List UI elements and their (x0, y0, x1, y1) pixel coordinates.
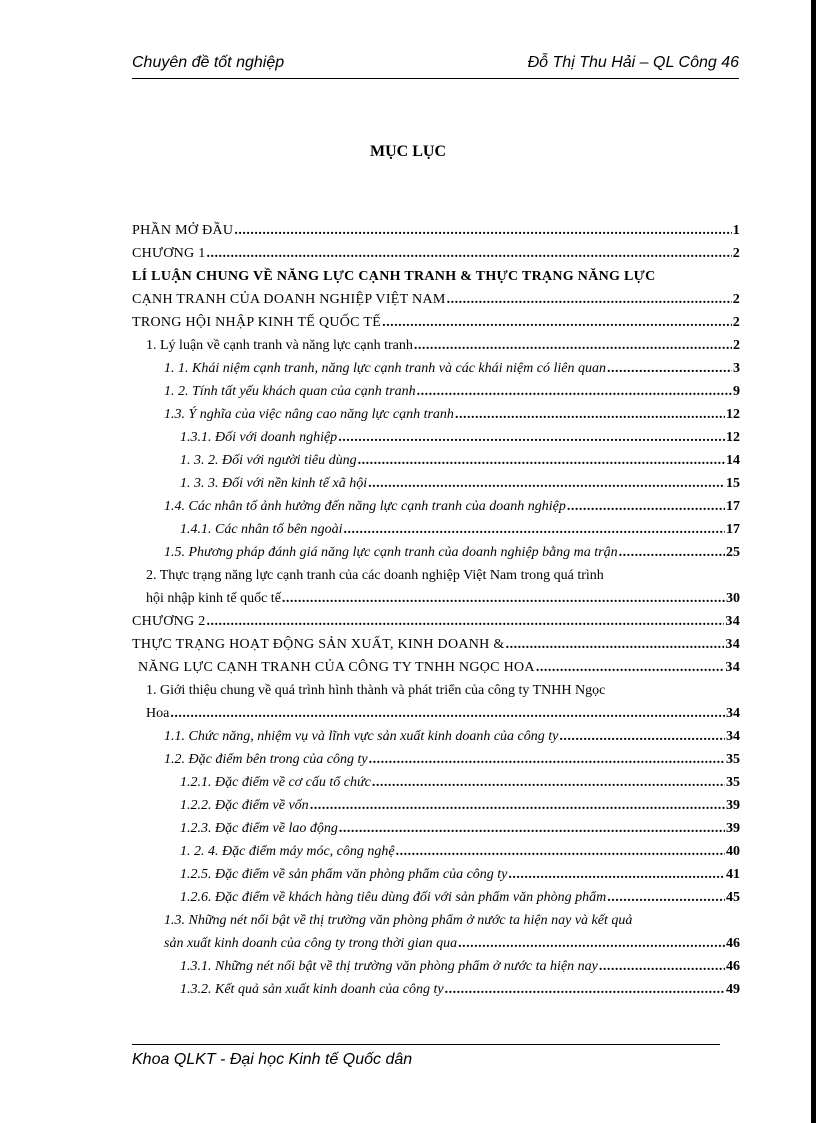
toc-entry-title: 1.3. Ý nghĩa của việc nâng cao năng lực cạnh tranh (164, 407, 454, 422)
toc-entry[interactable] (132, 955, 740, 978)
toc-entry[interactable] (132, 656, 740, 679)
toc-entry-page: 2 (733, 338, 740, 353)
dot-leader (339, 817, 725, 840)
dot-leader (368, 472, 725, 495)
toc-entry-title: 1.2.5. Đặc điểm về sản phẩm văn phòng phẩm của công ty (180, 867, 508, 882)
toc-entry-page: 17 (726, 522, 740, 537)
toc-entry-title: 1.2.1. Đặc điểm về cơ cấu tổ chức (180, 775, 371, 790)
toc-entry-page: 39 (726, 798, 740, 813)
toc-entry-title: 1. 2. 4. Đặc điểm máy móc, công nghệ (180, 844, 395, 859)
toc-entry[interactable] (132, 725, 740, 748)
toc-entry-page: 49 (726, 982, 740, 997)
toc-entry-page: 3 (733, 361, 740, 376)
dot-leader (445, 978, 725, 1001)
dot-leader (369, 748, 725, 771)
toc-entry-page: 46 (726, 936, 740, 951)
dot-leader (599, 955, 725, 978)
toc-entry[interactable] (132, 334, 740, 357)
dot-leader (396, 840, 725, 863)
toc-entry[interactable] (132, 541, 740, 564)
toc-entry-title: 1. Lý luận về cạnh tranh và năng lực cạnh tranh (146, 338, 413, 353)
toc-entry-title: THỰC TRẠNG HOẠT ĐỘNG SẢN XUẤT, KINH DOANH & (132, 637, 505, 652)
toc-entry[interactable] (132, 748, 740, 771)
toc-entry-title: 1.3.1. Đối với doanh nghiệp (180, 430, 338, 445)
dot-leader (536, 656, 725, 679)
toc-entry[interactable] (132, 794, 740, 817)
dot-leader (607, 886, 725, 909)
dot-leader (567, 495, 725, 518)
toc-entry[interactable] (132, 863, 740, 886)
dot-leader (358, 449, 725, 472)
dot-leader (170, 702, 725, 725)
toc-entry-page: 34 (725, 637, 740, 652)
toc-entry-page: 40 (726, 844, 740, 859)
toc-entry[interactable] (132, 219, 740, 242)
toc-entry-page: 46 (726, 959, 740, 974)
dot-leader (234, 219, 731, 242)
toc-entry-title: NĂNG LỰC CẠNH TRANH CỦA CÔNG TY TNHH NGỌC HOA (138, 660, 535, 675)
toc-entry[interactable] (132, 472, 740, 495)
toc-entry-title: LÍ LUẬN CHUNG VỀ NĂNG LỰC CẠNH TRANH & THỰC TRẠNG NĂNG LỰC (132, 269, 656, 284)
dot-leader (447, 288, 732, 311)
toc-entry-title: 1.5. Phương pháp đánh giá năng lực cạnh tranh của doanh nghiệp bằng ma trận (164, 545, 618, 560)
toc-entry-title: 1.4. Các nhân tố ảnh hưởng đến năng lực cạnh tranh của doanh nghiệp (164, 499, 566, 514)
toc-entry-page: 45 (726, 890, 740, 905)
toc-entry[interactable] (132, 886, 740, 909)
toc-entry-title: 1. 2. Tính tất yếu khách quan của cạnh tranh (164, 384, 416, 399)
toc-entry-title: 1.3.1. Những nét nổi bật về thị trường văn phòng phẩm ở nước ta hiện nay (180, 959, 598, 974)
toc-title: MỤC LỤC (370, 143, 446, 160)
page-header (132, 52, 739, 79)
toc-entry-title: 1.2.3. Đặc điểm về lao động (180, 821, 338, 836)
toc-entry-title: 1.3.2. Kết quả sản xuất kinh doanh của công ty (180, 982, 444, 997)
toc-entry-title: 1.1. Chức năng, nhiệm vụ và lĩnh vực sản xuất kinh doanh của công ty (164, 729, 559, 744)
toc-entry[interactable] (132, 978, 740, 1001)
dot-leader (344, 518, 725, 541)
toc-entry[interactable] (132, 426, 740, 449)
toc-entry-page: 25 (726, 545, 740, 560)
toc-entry-title: 1.3. Những nét nổi bật về thị trường văn phòng phẩm ở nước ta hiện nay và kết quả (164, 913, 633, 928)
dot-leader (559, 725, 725, 748)
toc-entry[interactable] (132, 909, 740, 955)
header-right: Đỗ Thị Thu Hải – QL Công 46 (527, 54, 739, 71)
toc-entry-page: 30 (726, 591, 740, 606)
dot-leader (310, 794, 725, 817)
toc-entry-title: TRONG HỘI NHẬP KINH TẾ QUỐC TẾ (132, 315, 382, 330)
toc-entry[interactable] (132, 288, 740, 311)
toc-entry-page: 34 (725, 660, 740, 675)
toc-entry-title-continued: Hoa (146, 706, 170, 721)
toc-entry-page: 34 (726, 729, 740, 744)
toc-entry[interactable] (132, 449, 740, 472)
dot-leader (282, 587, 725, 610)
toc-entry-title: CHƯƠNG 1 (132, 246, 206, 261)
toc-entry-title: 1.2.2. Đặc điểm về vốn (180, 798, 309, 813)
toc-entry-page: 12 (726, 430, 740, 445)
toc-entry-page: 1 (732, 223, 740, 238)
toc-entry[interactable] (132, 564, 740, 610)
toc-entry-title: 2. Thực trạng năng lực cạnh tranh của các doanh nghiệp Việt Nam trong quá trình (146, 568, 604, 583)
dot-leader (372, 771, 725, 794)
toc-entry-page: 2 (732, 292, 740, 307)
toc-entry[interactable] (132, 679, 740, 725)
dot-leader (417, 380, 732, 403)
toc-entry-page: 34 (725, 614, 740, 629)
toc-entry[interactable] (132, 633, 740, 656)
dot-leader (207, 242, 732, 265)
toc-entry-title-continued: sản xuất kinh doanh của công ty trong thời gian qua (164, 936, 458, 951)
toc-entry[interactable] (132, 242, 740, 265)
toc-entry-title: 1. Giới thiệu chung về quá trình hình thành và phát triển của công ty TNHH Ngọc (146, 683, 606, 698)
toc-entry-page: 2 (732, 315, 740, 330)
toc-entry-title-continued: hội nhập kinh tế quốc tế (146, 591, 281, 606)
page-edge-bar (811, 0, 816, 1123)
toc-entry-page: 35 (726, 775, 740, 790)
toc-entry-title: 1. 3. 2. Đối với người tiêu dùng (180, 453, 357, 468)
page-footer: Khoa QLKT - Đại học Kinh tế Quốc dân (132, 1044, 720, 1069)
toc-entry-page: 39 (726, 821, 740, 836)
toc-entry[interactable] (132, 357, 740, 380)
dot-leader (607, 357, 732, 380)
toc-entry-page: 14 (726, 453, 740, 468)
dot-leader (338, 426, 725, 449)
dot-leader (207, 610, 725, 633)
toc-entry[interactable] (132, 495, 740, 518)
toc-entry-title: 1. 3. 3. Đối với nền kinh tế xã hội (180, 476, 368, 491)
toc-entry-title: 1.2.6. Đặc điểm về khách hàng tiêu dùng đối với sản phẩm văn phòng phẩm (180, 890, 607, 905)
dot-leader (414, 334, 732, 357)
toc-entry-title: 1.2. Đặc điểm bên trong của công ty (164, 752, 368, 767)
dot-leader (455, 403, 725, 426)
toc-entry-title: 1.4.1. Các nhân tố bên ngoài (180, 522, 343, 537)
dot-leader (506, 633, 725, 656)
dot-leader (619, 541, 725, 564)
toc-entry-title: 1. 1. Khái niệm cạnh tranh, năng lực cạnh tranh và các khái niệm có liên quan (164, 361, 606, 376)
toc-entry-page: 17 (726, 499, 740, 514)
toc-entry-page: 34 (726, 706, 740, 721)
toc-entry[interactable] (132, 380, 740, 403)
toc-entry[interactable] (132, 518, 740, 541)
dot-leader (382, 311, 732, 334)
table-of-contents (132, 219, 740, 1001)
toc-entry[interactable] (132, 403, 740, 426)
toc-entry-page: 35 (726, 752, 740, 767)
toc-entry-page: 15 (726, 476, 740, 491)
header-left: Chuyên đề tốt nghiệp (132, 54, 285, 71)
toc-entry-title: CHƯƠNG 2 (132, 614, 206, 629)
toc-entry-title: PHẦN MỞ ĐẦU (132, 223, 234, 238)
toc-entry[interactable] (132, 840, 740, 863)
toc-entry-page: 2 (732, 246, 740, 261)
toc-entry[interactable] (132, 771, 740, 794)
toc-entry[interactable] (132, 817, 740, 840)
toc-entry[interactable] (132, 311, 740, 334)
dot-leader (508, 863, 725, 886)
toc-entry-page: 9 (733, 384, 740, 399)
toc-entry-title: CẠNH TRANH CỦA DOANH NGHIỆP VIỆT NAM (132, 292, 446, 307)
toc-entry-page: 12 (726, 407, 740, 422)
toc-entry[interactable] (132, 610, 740, 633)
toc-entry-page: 41 (726, 867, 740, 882)
toc-entry[interactable] (132, 265, 740, 288)
dot-leader (458, 932, 725, 955)
